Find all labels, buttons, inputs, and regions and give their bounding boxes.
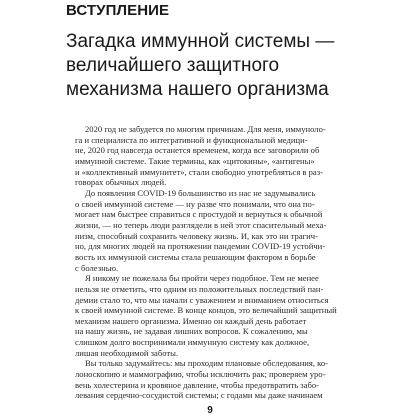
section-label: ВСТУПЛЕНИЕ bbox=[66, 2, 170, 19]
text-line: га и специалиста по интегративной и функциональной медици- bbox=[75, 134, 308, 145]
text-line: жизни, — но теперь люди разглядели в ней этот спасительный меха- bbox=[75, 219, 327, 230]
text-line: но, для многих людей на протяжении пандемии COVID-19 устойчи- bbox=[75, 241, 326, 252]
text-line: 2020 год не забудется по многим причинам. Для меня, иммуноло- bbox=[85, 124, 326, 134]
chapter-title bbox=[66, 30, 366, 102]
text-line: не, 2020 год навсегда останется временем, когда все заговорили об bbox=[75, 145, 320, 156]
text-line: механизм нашего организма. Именно он каждый день работает bbox=[75, 315, 307, 326]
text-line: с болезнью. bbox=[75, 262, 119, 273]
text-line: вость их иммунной системы стала решающим фактором в борьбе bbox=[75, 251, 316, 262]
text-line: о своей иммунной системе — ну разве что понимали, что она по- bbox=[75, 198, 315, 209]
chapter-title-line: механизма нашего организма bbox=[66, 79, 329, 100]
body-text bbox=[75, 124, 355, 401]
text-line: низм, способный сохранить человеку жизнь. И, как это ни трагич- bbox=[75, 230, 318, 241]
paragraph bbox=[75, 273, 355, 358]
text-line: могает нам быстрее справиться с простудой и вернуться к обычной bbox=[75, 209, 323, 220]
chapter-title-line: Загадка иммунной системы — bbox=[66, 31, 335, 52]
text-line: левания сердечно-сосудистой системы; с годами мы даже начинаем bbox=[75, 390, 323, 401]
text-line: и «коллективный иммунитет», стали свободно употребляться в раз- bbox=[75, 166, 324, 177]
text-line: Вы только задумайтесь: мы проходим плановые обследования, ко- bbox=[85, 358, 329, 369]
paragraph bbox=[75, 124, 355, 188]
paragraph bbox=[75, 358, 355, 401]
text-line: говорах обычных людей. bbox=[75, 177, 167, 188]
text-line: До появления COVID-19 большинство из нас не задумывались bbox=[85, 187, 316, 198]
text-line: иммунной системе. Такие термины, как «цитокины», «антигены» bbox=[75, 155, 315, 166]
text-line: на нашу жизнь, не задавая лишних вопросов. К сожалению, мы bbox=[75, 326, 308, 337]
text-line: лоноскопию и маммографию, чтобы исключить рак; проверяем уро- bbox=[75, 369, 326, 380]
text-line: вень холестерина и кровяное давление, чтобы предотвратить забо- bbox=[75, 379, 320, 390]
text-line: Я никому не пожелала бы пройти через подобное. Тем не менее bbox=[85, 273, 319, 284]
text-line: слишком долго воспринимали иммунную систему как должное, bbox=[75, 337, 310, 348]
page-number: 9 bbox=[207, 405, 213, 416]
text-line: демии стало то, что мы начали с уважением и вниманием относиться bbox=[75, 294, 329, 305]
paragraph bbox=[75, 188, 355, 273]
text-line: лишая необходимой заботы. bbox=[75, 347, 179, 358]
text-line: к своей иммунной системе. В конце концов, это величайший защитный bbox=[75, 305, 337, 316]
chapter-title-line: величайшего защитного bbox=[66, 55, 280, 76]
text-line: нельзя не отметить, что одним из положительных последствий пан- bbox=[75, 283, 324, 294]
